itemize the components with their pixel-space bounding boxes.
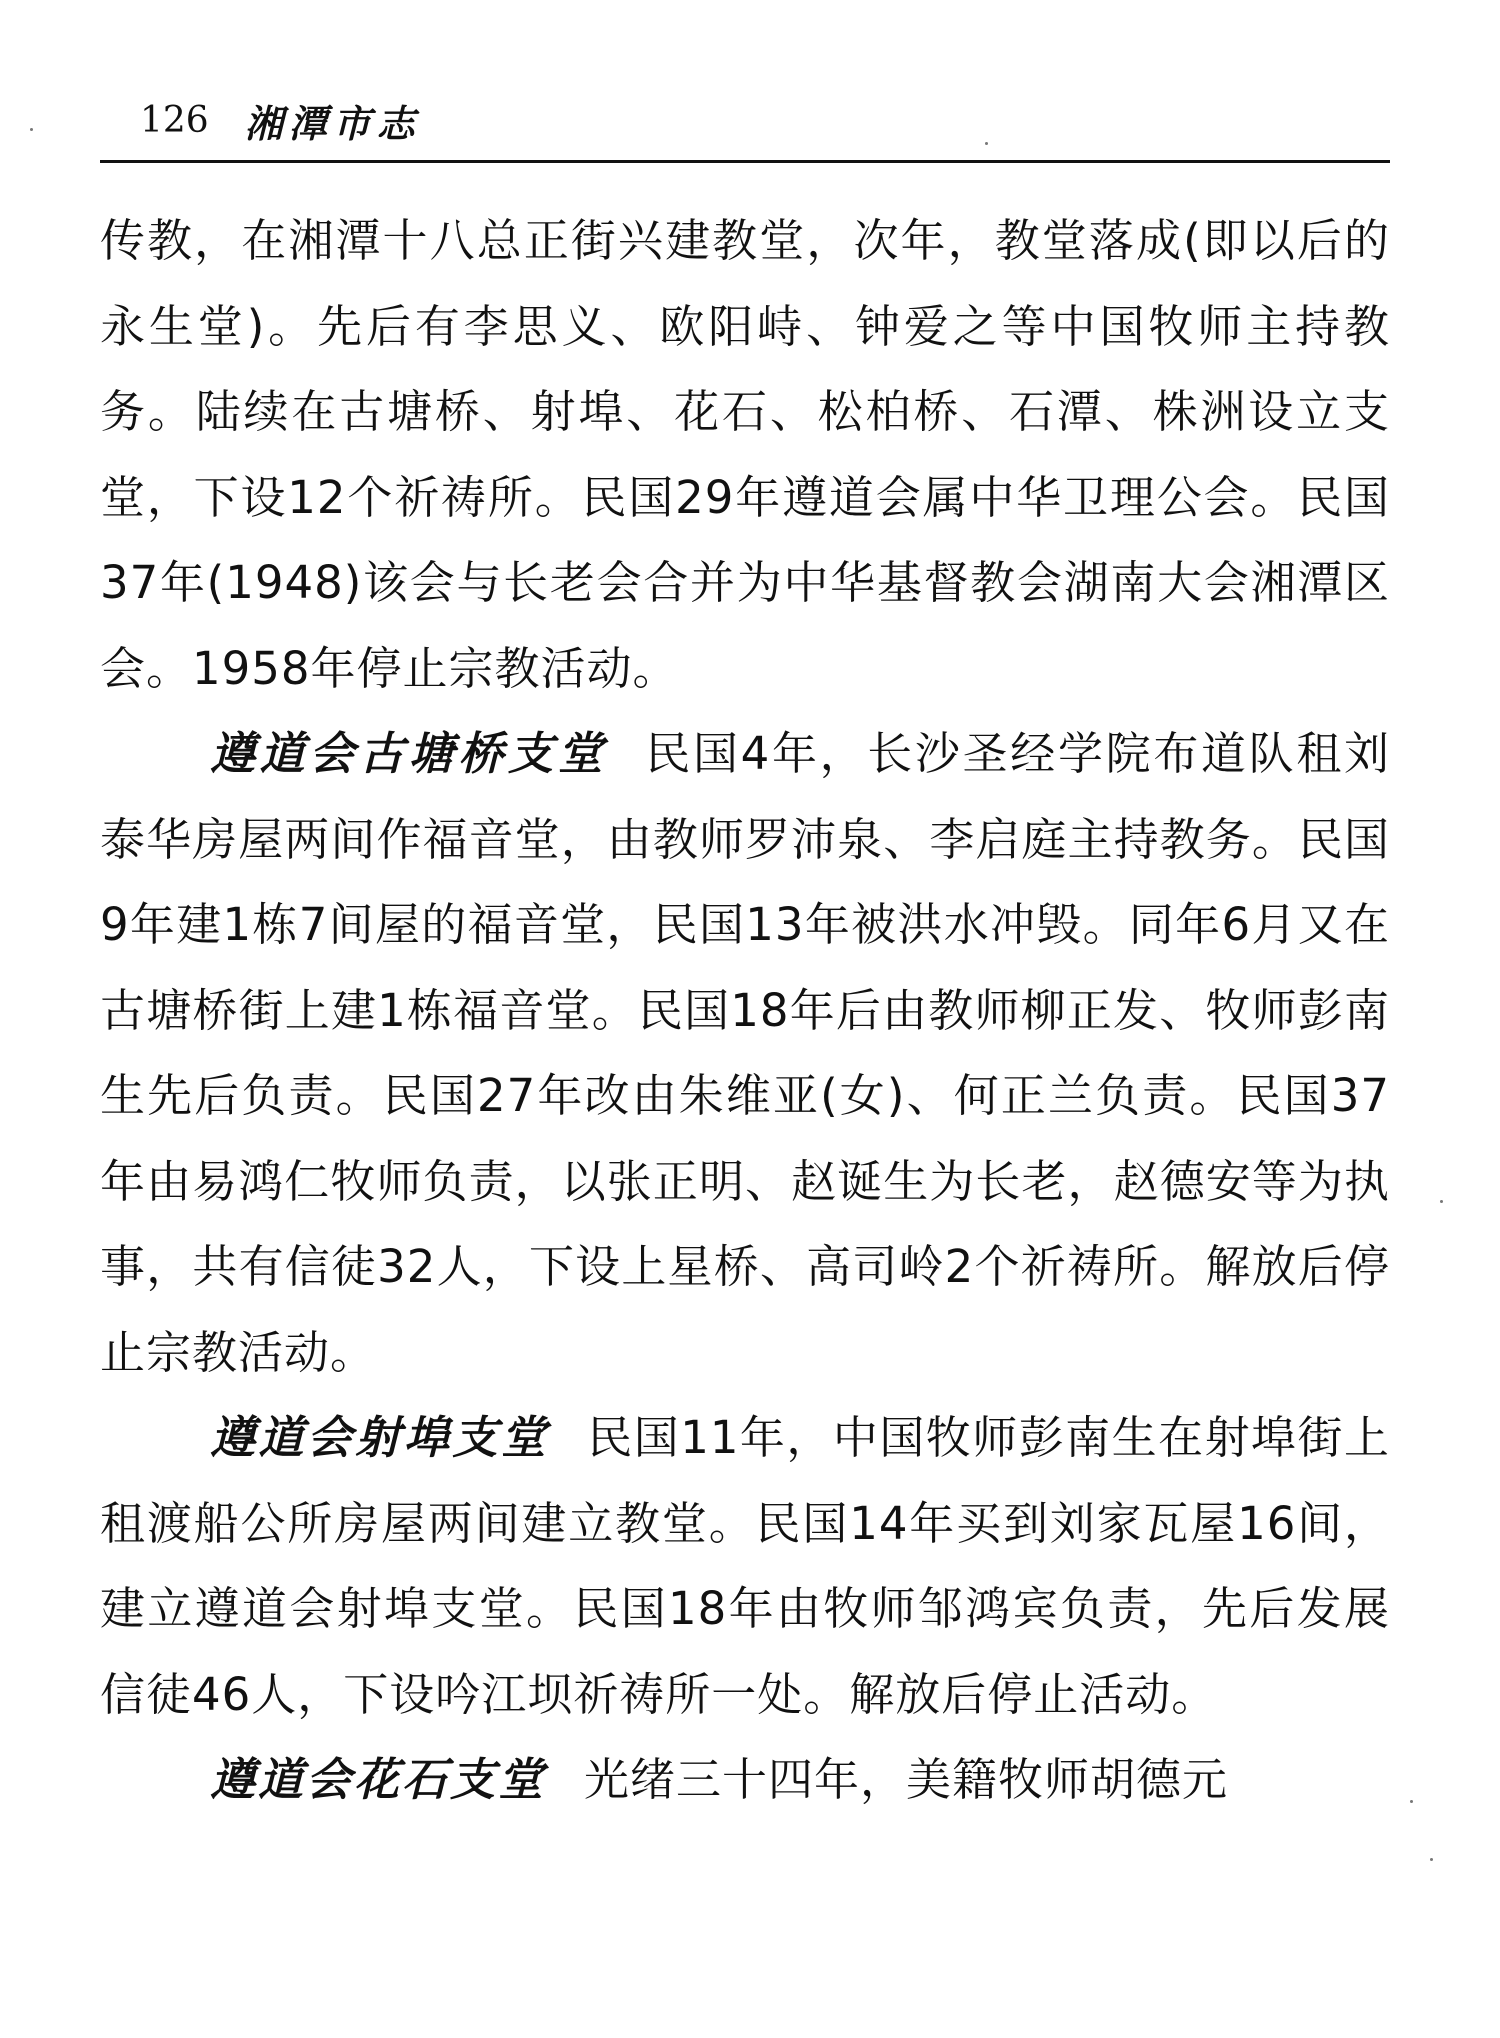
- scan-speck: [1440, 1200, 1443, 1203]
- running-header: [140, 92, 421, 148]
- scan-speck: [30, 128, 33, 131]
- paragraph-text: 民国11年，中国牧师彭南生在射埠街上租渡船公所房屋两间建立教堂。民国14年买到刘家瓦屋16间，建立遵道会射埠支堂。民国18年由牧师邹鸿宾负责，先后发展信徒46人，下设吟江坝祈祷所一处。解放后停止活动。: [100, 1411, 1390, 1721]
- section-heading: 遵道会花石支堂: [210, 1753, 547, 1806]
- section-heading: 遵道会古塘桥支堂: [210, 727, 608, 780]
- book-title: 湘潭市志: [244, 100, 421, 146]
- section-gutangqiao: [100, 711, 1390, 1395]
- scan-speck: [1430, 1858, 1433, 1861]
- paragraph-text: 光绪三十四年，美籍牧师胡德元: [584, 1753, 1229, 1806]
- paragraph-text: 传教，在湘潭十八总正街兴建教堂，次年，教堂落成(即以后的永生堂)。先后有李思义、欧阳峙、钟爱之等中国牧师主持教务。陆续在古塘桥、射埠、花石、松柏桥、石潭、株洲设立支堂，下设12个祈祷所。民国29年遵道会属中华卫理公会。民国37年(1948)该会与长老会合并为中华基督教会湖南大会湘潭区会。1958年停止宗教活动。: [100, 214, 1390, 695]
- header-rule: [100, 160, 1390, 163]
- section-heading: 遵道会射埠支堂: [210, 1411, 550, 1464]
- page-number: 126: [140, 99, 209, 141]
- paragraph-continuation: [100, 198, 1390, 711]
- scan-speck: [1410, 1800, 1413, 1803]
- section-huashi: [100, 1737, 1390, 1823]
- paragraph-text: 民国4年，长沙圣经学院布道队租刘泰华房屋两间作福音堂，由教师罗沛泉、李启庭主持教务。民国9年建1栋7间屋的福音堂，民国13年被洪水冲毁。同年6月又在古塘桥街上建1栋福音堂。民国18年后由教师柳正发、牧师彭南生先后负责。民国27年改由朱维亚(女)、何正兰负责。民国37年由易鸿仁牧师负责，以张正明、赵诞生为长老，赵德安等为执事，共有信徒32人，下设上星桥、高司岭2个祈祷所。解放后停止宗教活动。: [100, 727, 1390, 1379]
- section-shebu: [100, 1395, 1390, 1737]
- scan-speck: [985, 142, 988, 145]
- body-text: [100, 198, 1390, 1823]
